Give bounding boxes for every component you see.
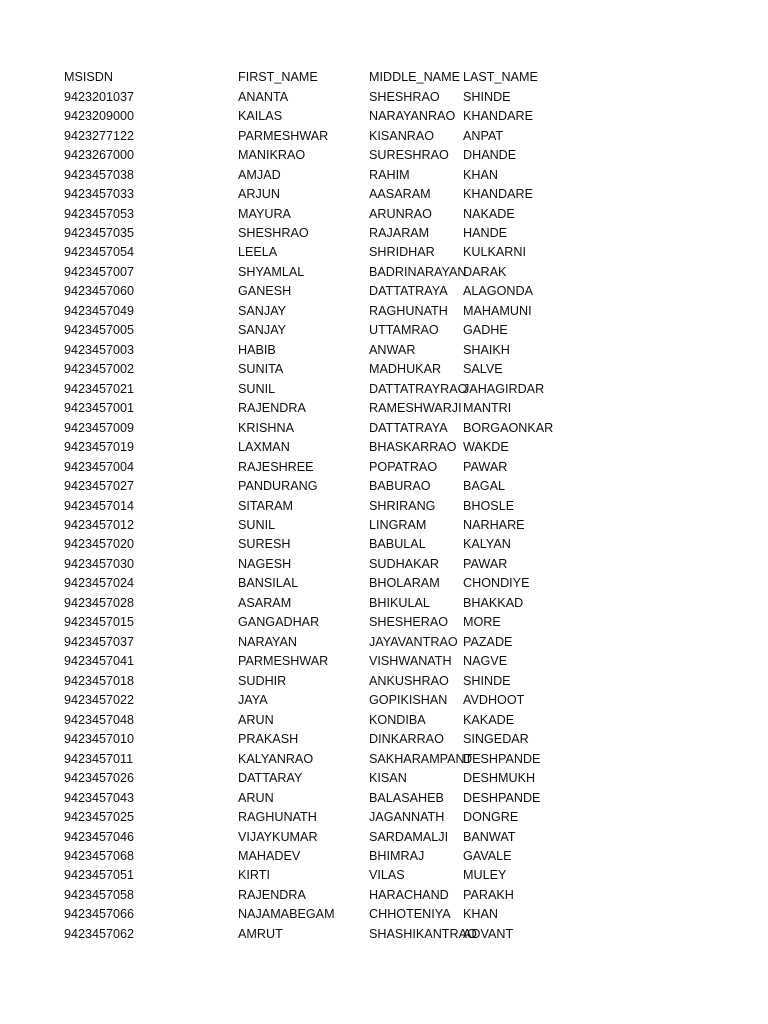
cell-msisdn: 9423457062	[64, 926, 135, 941]
cell-msisdn: 9423457007	[64, 264, 135, 279]
cell-last-name: SHINDE	[463, 673, 511, 688]
table-row	[64, 204, 704, 223]
cell-msisdn: 9423267000	[64, 148, 135, 163]
table-row	[64, 477, 704, 496]
cell-msisdn: 9423457038	[64, 167, 135, 182]
table-row	[64, 594, 704, 613]
cell-last-name: KHAN	[463, 907, 498, 922]
spreadsheet-table	[64, 68, 704, 944]
cell-middle-name: SHRIDHAR	[369, 245, 435, 260]
cell-last-name: CHONDIYE	[463, 576, 530, 591]
cell-middle-name: BABULAL	[369, 537, 426, 552]
column-header-last-name: LAST_NAME	[463, 70, 538, 85]
table-row	[64, 360, 704, 379]
cell-middle-name: SHASHIKANTRAO	[369, 926, 477, 941]
cell-middle-name: HARACHAND	[369, 887, 449, 902]
cell-first-name: ARJUN	[238, 187, 280, 202]
table-row	[64, 165, 704, 184]
table-row	[64, 282, 704, 301]
cell-first-name: HABIB	[238, 342, 276, 357]
cell-last-name: ANPAT	[463, 128, 504, 143]
table-row	[64, 691, 704, 710]
cell-first-name: SHESHRAO	[238, 225, 309, 240]
cell-middle-name: KISANRAO	[369, 128, 435, 143]
cell-msisdn: 9423457033	[64, 187, 135, 202]
cell-middle-name: GOPIKISHAN	[369, 693, 448, 708]
cell-msisdn: 9423457020	[64, 537, 135, 552]
cell-middle-name: DATTATRAYRAO	[369, 381, 468, 396]
cell-last-name: KULKARNI	[463, 245, 526, 260]
cell-msisdn: 9423201037	[64, 89, 135, 104]
cell-last-name: JAHAGIRDAR	[463, 381, 545, 396]
cell-msisdn: 9423457019	[64, 440, 135, 455]
cell-last-name: DESHMUKH	[463, 771, 536, 786]
cell-last-name: MAHAMUNI	[463, 303, 532, 318]
cell-msisdn: 9423457021	[64, 381, 135, 396]
cell-first-name: KALYANRAO	[238, 751, 314, 766]
cell-last-name: DESHPANDE	[463, 751, 541, 766]
table-row	[64, 87, 704, 106]
cell-middle-name: DATTATRAYA	[369, 420, 448, 435]
cell-first-name: GANGADHAR	[238, 615, 320, 630]
table-row	[64, 438, 704, 457]
cell-middle-name: JAGANNATH	[369, 810, 445, 825]
cell-first-name: GANESH	[238, 284, 292, 299]
cell-last-name: KHANDARE	[463, 109, 533, 124]
cell-first-name: NAJAMABEGAM	[238, 907, 335, 922]
cell-middle-name: SHESHRAO	[369, 89, 440, 104]
cell-first-name: SUDHIR	[238, 673, 287, 688]
cell-last-name: ADVANT	[463, 926, 514, 941]
cell-last-name: PAZADE	[463, 634, 513, 649]
cell-msisdn: 9423457051	[64, 868, 135, 883]
cell-first-name: PANDURANG	[238, 479, 318, 494]
column-header-msisdn: MSISDN	[64, 70, 113, 85]
cell-last-name: NAKADE	[463, 206, 515, 221]
cell-msisdn: 9423277122	[64, 128, 135, 143]
cell-last-name: BHAKKAD	[463, 595, 524, 610]
cell-middle-name: RAHIM	[369, 167, 410, 182]
cell-middle-name: DATTATRAYA	[369, 284, 448, 299]
cell-last-name: GADHE	[463, 323, 508, 338]
table-row	[64, 321, 704, 340]
cell-msisdn: 9423457026	[64, 771, 135, 786]
cell-first-name: PARMESHWAR	[238, 128, 329, 143]
cell-middle-name: VISHWANATH	[369, 654, 452, 669]
cell-middle-name: RAGHUNATH	[369, 303, 448, 318]
table-row	[64, 730, 704, 749]
cell-last-name: DARAK	[463, 264, 507, 279]
cell-last-name: KAKADE	[463, 712, 515, 727]
cell-first-name: SUNITA	[238, 362, 284, 377]
cell-first-name: ANANTA	[238, 89, 289, 104]
cell-last-name: DHANDE	[463, 148, 517, 163]
cell-first-name: ARUN	[238, 790, 274, 805]
table-row	[64, 769, 704, 788]
cell-last-name: SHAIKH	[463, 342, 510, 357]
cell-msisdn: 9423457046	[64, 829, 135, 844]
cell-msisdn: 9423457003	[64, 342, 135, 357]
header-row	[64, 68, 704, 87]
table-row	[64, 341, 704, 360]
cell-last-name: KHAN	[463, 167, 498, 182]
cell-middle-name: BHIMRAJ	[369, 848, 425, 863]
cell-middle-name: BABURAO	[369, 479, 431, 494]
cell-middle-name: BHASKARRAO	[369, 440, 457, 455]
cell-first-name: RAGHUNATH	[238, 810, 317, 825]
table-row	[64, 749, 704, 768]
cell-first-name: RAJESHREE	[238, 459, 314, 474]
cell-first-name: ARUN	[238, 712, 274, 727]
cell-last-name: DONGRE	[463, 810, 519, 825]
cell-middle-name: POPATRAO	[369, 459, 438, 474]
cell-middle-name: SURESHRAO	[369, 148, 449, 163]
cell-middle-name: DINKARRAO	[369, 732, 444, 747]
cell-middle-name: KONDIBA	[369, 712, 426, 727]
table-row	[64, 905, 704, 924]
cell-first-name: PARMESHWAR	[238, 654, 329, 669]
cell-msisdn: 9423457027	[64, 479, 135, 494]
cell-first-name: SHYAMLAL	[238, 264, 305, 279]
table-row	[64, 457, 704, 476]
table-row	[64, 535, 704, 554]
cell-msisdn: 9423457014	[64, 498, 135, 513]
cell-middle-name: BHOLARAM	[369, 576, 440, 591]
table-row	[64, 574, 704, 593]
cell-first-name: KIRTI	[238, 868, 270, 883]
cell-last-name: BAGAL	[463, 479, 505, 494]
cell-middle-name: SHRIRANG	[369, 498, 436, 513]
table-row	[64, 652, 704, 671]
cell-last-name: SINGEDAR	[463, 732, 529, 747]
cell-first-name: NAGESH	[238, 556, 292, 571]
table-row	[64, 866, 704, 885]
table-row	[64, 107, 704, 126]
cell-first-name: NARAYAN	[238, 634, 298, 649]
cell-first-name: AMRUT	[238, 926, 283, 941]
cell-msisdn: 9423457030	[64, 556, 135, 571]
cell-middle-name: ARUNRAO	[369, 206, 432, 221]
cell-middle-name: LINGRAM	[369, 518, 427, 533]
cell-first-name: KRISHNA	[238, 420, 294, 435]
cell-msisdn: 9423209000	[64, 109, 135, 124]
table-row	[64, 399, 704, 418]
cell-last-name: BANWAT	[463, 829, 516, 844]
cell-msisdn: 9423457054	[64, 245, 135, 260]
cell-last-name: AVDHOOT	[463, 693, 525, 708]
cell-msisdn: 9423457015	[64, 615, 135, 630]
table-row	[64, 847, 704, 866]
cell-msisdn: 9423457035	[64, 225, 135, 240]
cell-first-name: PRAKASH	[238, 732, 299, 747]
table-row	[64, 672, 704, 691]
cell-last-name: WAKDE	[463, 440, 509, 455]
cell-middle-name: BALASAHEB	[369, 790, 444, 805]
cell-first-name: DATTARAY	[238, 771, 303, 786]
cell-last-name: MANTRI	[463, 401, 512, 416]
table-row	[64, 496, 704, 515]
cell-first-name: BANSILAL	[238, 576, 299, 591]
cell-msisdn: 9423457011	[64, 751, 134, 766]
cell-msisdn: 9423457041	[64, 654, 135, 669]
cell-last-name: SALVE	[463, 362, 503, 377]
cell-last-name: NARHARE	[463, 518, 525, 533]
cell-first-name: MAYURA	[238, 206, 291, 221]
cell-msisdn: 9423457001	[64, 401, 135, 416]
cell-first-name: SANJAY	[238, 323, 287, 338]
table-row	[64, 808, 704, 827]
column-header-first-name: FIRST_NAME	[238, 70, 318, 85]
table-row	[64, 224, 704, 243]
cell-last-name: DESHPANDE	[463, 790, 541, 805]
cell-msisdn: 9423457058	[64, 887, 135, 902]
cell-middle-name: SAKHARAMPANT	[369, 751, 473, 766]
cell-middle-name: AASARAM	[369, 187, 431, 202]
cell-middle-name: BADRINARAYAN	[369, 264, 467, 279]
cell-msisdn: 9423457009	[64, 420, 135, 435]
cell-msisdn: 9423457012	[64, 518, 135, 533]
cell-middle-name: BHIKULAL	[369, 595, 430, 610]
cell-first-name: KAILAS	[238, 109, 283, 124]
table-body	[64, 87, 704, 944]
cell-last-name: SHINDE	[463, 89, 511, 104]
cell-middle-name: VILAS	[369, 868, 405, 883]
cell-msisdn: 9423457060	[64, 284, 135, 299]
cell-msisdn: 9423457005	[64, 323, 135, 338]
cell-msisdn: 9423457053	[64, 206, 135, 221]
table-row	[64, 925, 704, 944]
cell-middle-name: SARDAMALJI	[369, 829, 449, 844]
cell-last-name: MORE	[463, 615, 501, 630]
cell-last-name: KHANDARE	[463, 187, 533, 202]
table-row	[64, 555, 704, 574]
table-row	[64, 126, 704, 145]
table-row	[64, 788, 704, 807]
table-row	[64, 418, 704, 437]
table-row	[64, 516, 704, 535]
cell-msisdn: 9423457037	[64, 634, 135, 649]
table-row	[64, 827, 704, 846]
cell-first-name: LAXMAN	[238, 440, 290, 455]
cell-first-name: AMJAD	[238, 167, 281, 182]
cell-last-name: GAVALE	[463, 848, 512, 863]
cell-msisdn: 9423457024	[64, 576, 135, 591]
cell-first-name: SURESH	[238, 537, 291, 552]
cell-last-name: NAGVE	[463, 654, 508, 669]
table-row	[64, 380, 704, 399]
column-header-middle-name: MIDDLE_NAME	[369, 70, 460, 85]
cell-last-name: PARAKH	[463, 887, 514, 902]
cell-first-name: RAJENDRA	[238, 401, 306, 416]
cell-first-name: RAJENDRA	[238, 887, 306, 902]
cell-first-name: MAHADEV	[238, 848, 301, 863]
table-row	[64, 243, 704, 262]
cell-first-name: JAYA	[238, 693, 268, 708]
cell-first-name: MANIKRAO	[238, 148, 306, 163]
cell-middle-name: CHHOTENIYA	[369, 907, 451, 922]
cell-msisdn: 9423457028	[64, 595, 135, 610]
table-row	[64, 613, 704, 632]
cell-msisdn: 9423457068	[64, 848, 135, 863]
table-row	[64, 633, 704, 652]
table-row	[64, 185, 704, 204]
cell-first-name: SUNIL	[238, 518, 276, 533]
cell-middle-name: NARAYANRAO	[369, 109, 456, 124]
cell-last-name: HANDE	[463, 225, 508, 240]
cell-first-name: SUNIL	[238, 381, 276, 396]
cell-middle-name: KISAN	[369, 771, 407, 786]
cell-last-name: BORGAONKAR	[463, 420, 554, 435]
table-row	[64, 146, 704, 165]
table-row	[64, 886, 704, 905]
cell-msisdn: 9423457018	[64, 673, 135, 688]
cell-last-name: PAWAR	[463, 556, 508, 571]
cell-last-name: MULEY	[463, 868, 507, 883]
cell-last-name: ALAGONDA	[463, 284, 533, 299]
cell-middle-name: ANKUSHRAO	[369, 673, 449, 688]
cell-last-name: BHOSLE	[463, 498, 515, 513]
cell-msisdn: 9423457066	[64, 907, 135, 922]
cell-msisdn: 9423457043	[64, 790, 135, 805]
cell-last-name: KALYAN	[463, 537, 511, 552]
cell-msisdn: 9423457049	[64, 303, 135, 318]
cell-msisdn: 9423457048	[64, 712, 135, 727]
table-row	[64, 263, 704, 282]
cell-msisdn: 9423457004	[64, 459, 135, 474]
cell-middle-name: SHESHERAO	[369, 615, 449, 630]
cell-middle-name: SUDHAKAR	[369, 556, 439, 571]
cell-msisdn: 9423457010	[64, 732, 135, 747]
cell-middle-name: MADHUKAR	[369, 362, 442, 377]
cell-middle-name: JAYAVANTRAO	[369, 634, 458, 649]
table-row	[64, 710, 704, 729]
cell-middle-name: UTTAMRAO	[369, 323, 439, 338]
cell-first-name: VIJAYKUMAR	[238, 829, 318, 844]
cell-msisdn: 9423457022	[64, 693, 135, 708]
cell-first-name: LEELA	[238, 245, 278, 260]
cell-first-name: SANJAY	[238, 303, 287, 318]
table-row	[64, 302, 704, 321]
cell-first-name: SITARAM	[238, 498, 294, 513]
cell-middle-name: RAMESHWARJI	[369, 401, 462, 416]
cell-first-name: ASARAM	[238, 595, 292, 610]
cell-middle-name: RAJARAM	[369, 225, 430, 240]
cell-msisdn: 9423457002	[64, 362, 135, 377]
cell-last-name: PAWAR	[463, 459, 508, 474]
cell-msisdn: 9423457025	[64, 810, 135, 825]
cell-middle-name: ANWAR	[369, 342, 416, 357]
